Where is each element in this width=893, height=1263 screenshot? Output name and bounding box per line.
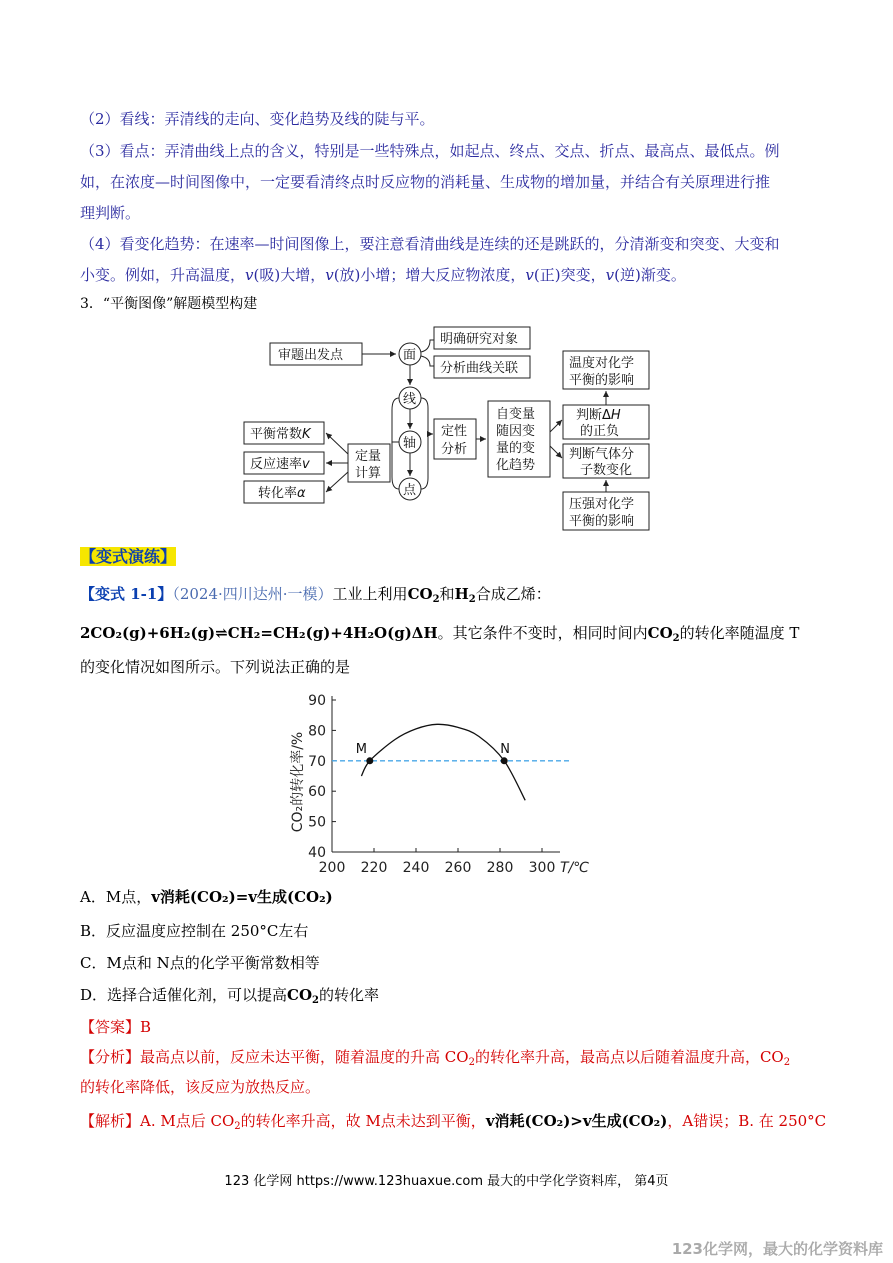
diagram-dian: 点 (403, 483, 417, 498)
x-axis-label: T/℃ (560, 860, 589, 876)
y-tick-label: 90 (308, 693, 326, 709)
h2: $H_2$ (454, 585, 476, 605)
diagram-temp-1: 温度对化学 (569, 356, 635, 371)
diagram-zibl-3: 量的变 (496, 441, 536, 456)
diagram-xian: 线 (403, 392, 417, 407)
text: (放)小增；增大反应物浓度， (333, 266, 526, 284)
y-tick-label: 60 (308, 784, 326, 801)
diagram-dingliang-1: 定量 (355, 449, 382, 464)
explanation-line: 【解析】A. M点后 $CO_2$的转化率升高，故 M点未达到平衡，v消耗(CO₂)>v生成(CO₂)，A错误；B. 在 250°C (80, 1112, 827, 1132)
diagram-zibl-4: 化趋势 (496, 458, 536, 473)
diagram-press-1: 压强对化学 (569, 497, 635, 512)
x-tick-label: 220 (360, 860, 388, 876)
analysis-line-2: 的转化率降低，该反应为放热反应。 (80, 1078, 321, 1096)
text: 工业上利用 (332, 585, 408, 603)
reaction-equation: 2CO₂(g)+6H₂(g)⇌CH₂=CH₂(g)+4H₂O(g)ΔH (80, 624, 438, 642)
diagram-conv-sym: α (297, 486, 306, 501)
co2: $CO_2$ (647, 624, 680, 644)
diagram-zibl-2: 随因变 (496, 424, 536, 439)
diagram-gas-1: 判断气体分 (569, 447, 635, 462)
diagram-start: 审题出发点 (278, 348, 344, 363)
explanation-tag: 【解析】 (80, 1112, 141, 1130)
para-3-line3: 理判断。 (80, 204, 141, 222)
y-tick-label: 50 (308, 814, 326, 831)
exercise-stem-2 (80, 622, 799, 643)
text: (正)突变， (533, 266, 606, 284)
para-3-line2: 如，在浓度—时间图像中，一定要看清终点时反应物的消耗量、生成物的增加量，并结合有关原理进行推 (80, 173, 771, 191)
y-tick-label: 40 (308, 845, 326, 861)
x-tick-label: 240 (402, 860, 430, 876)
point-m (366, 757, 373, 764)
point-label-m: M (355, 741, 368, 757)
section-3-heading: 3．“平衡图像”解题模型构建 (80, 296, 258, 312)
text: 。其它条件不变时，相同时间内 (437, 624, 648, 642)
text: 和 (439, 585, 455, 603)
exercise-heading (80, 544, 176, 567)
v-symbol: v (325, 266, 334, 284)
exercise-tag: 【变式 1-1】 (80, 585, 173, 603)
text: 小变。例如，升高温度， (80, 266, 246, 284)
diagram-fenxi: 分析曲线关联 (440, 361, 519, 376)
svg-text:反应速率v (250, 456, 310, 472)
diagram-zhou: 轴 (403, 436, 417, 451)
y-tick-label: 70 (308, 753, 326, 770)
x-tick-label: 280 (486, 860, 514, 876)
diagram-mingque: 明确研究对象 (440, 332, 519, 347)
page-footer: 123 化学网 https://www.123huaxue.com 最大的中学化学资料库， 第4页 (224, 1174, 669, 1189)
option-c: C．M点和 N点的化学平衡常数相等 (80, 954, 320, 972)
svg-text:平衡常数K (250, 426, 312, 442)
diagram-dh-2: 的正负 (580, 424, 620, 439)
exercise-stem-3: 的变化情况如图所示。下列说法正确的是 (80, 658, 351, 676)
co2: $CO_2$ (287, 986, 320, 1006)
x-tick-label: 300 (528, 860, 556, 876)
text: (吸)大增， (253, 266, 326, 284)
text: 合成乙烯： (475, 585, 551, 603)
para-3-line1: （3）看点：弄清曲线上点的含义，特别是一些特殊点，如起点、终点、交点、折点、最高点、最低点。例 (80, 142, 780, 160)
diagram-zibl-1: 自变量 (496, 407, 536, 422)
text: (逆)渐变。 (614, 266, 686, 284)
model-diagram (240, 322, 660, 532)
para-2: （2）看线：弄清线的走向、变化趋势及线的陡与平。 (80, 110, 435, 128)
option-d (80, 984, 379, 1005)
exercise-stem-1 (80, 583, 551, 604)
answer-line (80, 1016, 151, 1037)
option-a-equation: v消耗(CO₂)=v生成(CO₂) (151, 888, 333, 906)
answer-tag: 【答案】 (80, 1018, 141, 1036)
conversion-curve (361, 724, 525, 800)
diagram-dh-sym: H (610, 408, 621, 423)
diagram-dingliang-2: 计算 (355, 466, 382, 481)
diagram-conv: 转化率 (258, 486, 298, 501)
text: D．选择合适催化剂，可以提高 (80, 986, 288, 1004)
diagram-dingxing-2: 分析 (441, 442, 468, 457)
explanation-equation: v消耗(CO₂)>v生成(CO₂) (485, 1112, 668, 1130)
analysis-tag: 【分析】 (80, 1048, 141, 1066)
diagram-rate-sym: v (302, 457, 310, 472)
co2: $CO_2$ (407, 585, 440, 605)
option-a (80, 886, 333, 907)
svg-text:判断ΔH (576, 407, 621, 423)
v-symbol: v (525, 266, 534, 284)
v-symbol: v (245, 266, 254, 284)
text: A．M点， (80, 888, 152, 906)
option-b: B．反应温度应控制在 250°C左右 (80, 922, 309, 940)
diagram-gas-2: 子数变化 (580, 463, 633, 478)
conversion-chart (280, 688, 620, 878)
heading-highlight: 【变式演练】 (80, 547, 177, 566)
diagram-mian: 面 (403, 348, 417, 363)
point-label-n: N (500, 741, 510, 757)
analysis-line-1: 【分析】最高点以前，反应未达平衡，随着温度的升高 $CO_2$的转化率升高，最高点以后随着温度升高，$CO_2$ (80, 1048, 791, 1068)
diagram-dh-1: 判断Δ (576, 408, 611, 423)
diagram-rate: 反应速率 (250, 457, 303, 472)
svg-text:转化率α (258, 486, 306, 501)
y-axis-label: CO₂的转化率/% (290, 731, 306, 833)
y-tick-label: 80 (308, 723, 326, 740)
diagram-temp-2: 平衡的影响 (569, 373, 635, 388)
diagram-K-sym: K (302, 427, 311, 442)
exercise-source: （2024·四川达州·一模） (172, 585, 333, 603)
watermark: 123化学网，最大的化学资料库 (671, 1240, 883, 1258)
text: 的转化率随温度 T (679, 624, 800, 642)
para-4-line2 (80, 264, 686, 285)
text: 的转化率 (319, 986, 380, 1004)
para-4-line1: （4）看变化趋势：在速率—时间图像上，要注意看清曲线是连续的还是跳跃的，分清渐变和突变、大变和 (80, 235, 780, 253)
answer-value: B (140, 1018, 152, 1036)
diagram-K: 平衡常数 (250, 427, 303, 442)
v-symbol: v (605, 266, 615, 284)
x-tick-label: 200 (318, 860, 346, 876)
x-tick-label: 260 (444, 860, 472, 876)
diagram-press-2: 平衡的影响 (569, 514, 635, 529)
diagram-dingxing-1: 定性 (441, 424, 468, 439)
point-n (501, 757, 508, 764)
